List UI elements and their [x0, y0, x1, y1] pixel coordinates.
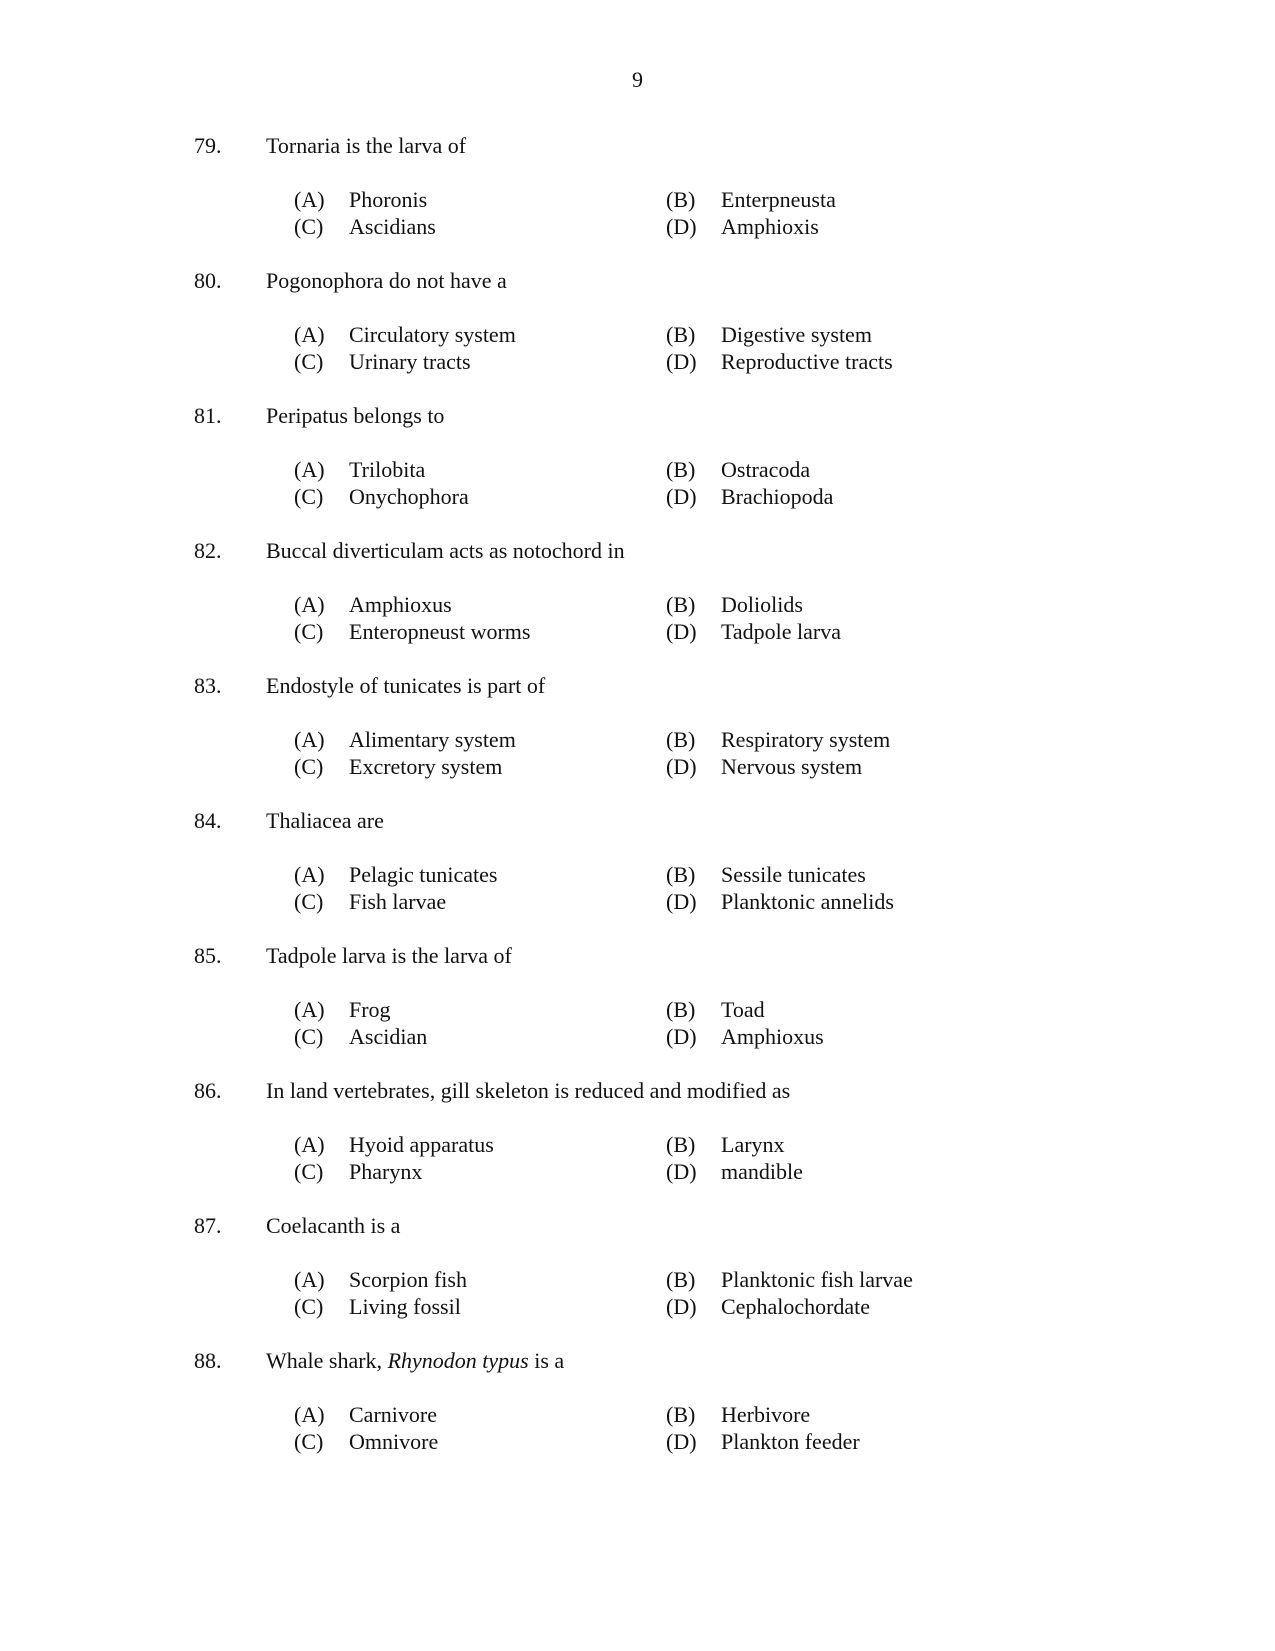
option-text: Circulatory system: [349, 322, 516, 347]
option-text: Urinary tracts: [349, 349, 471, 374]
option-letter: (B): [666, 1267, 696, 1292]
option-text: Cephalochordate: [721, 1294, 871, 1319]
question-number: 80.: [194, 268, 222, 293]
option-letter: (A): [294, 1267, 325, 1292]
option-letter: (C): [294, 754, 324, 779]
option-text: Brachiopoda: [721, 484, 834, 509]
option-letter: (A): [294, 1132, 325, 1157]
option-text: Ascidians: [349, 214, 436, 239]
question-list: [0, 132, 1275, 1482]
page-number: 9: [632, 67, 643, 92]
option-letter: (C): [294, 349, 324, 374]
question-text: Tornaria is the larva of: [266, 133, 467, 158]
option-letter: (B): [666, 862, 696, 887]
question-79: [0, 132, 1275, 267]
question-text: Coelacanth is a: [266, 1213, 401, 1238]
question-number: 79.: [194, 133, 222, 158]
option-letter: (C): [294, 619, 324, 644]
question-87: [0, 1212, 1275, 1347]
option-text: Enteropneust worms: [349, 619, 531, 644]
question-85: [0, 942, 1275, 1077]
option-letter: (C): [294, 1294, 324, 1319]
option-letter: (B): [666, 1132, 696, 1157]
option-letter: (A): [294, 727, 325, 752]
question-text: [266, 1347, 564, 1375]
option-text: Respiratory system: [721, 727, 891, 752]
option-letter: (D): [666, 619, 697, 644]
option-letter: (D): [666, 349, 697, 374]
option-text: Onychophora: [349, 484, 469, 509]
option-letter: (C): [294, 1159, 324, 1184]
option-text: Ascidian: [349, 1024, 428, 1049]
question-84: [0, 807, 1275, 942]
option-letter: (B): [666, 997, 696, 1022]
option-text: Reproductive tracts: [721, 349, 893, 374]
question-81: [0, 402, 1275, 537]
option-text: Planktonic annelids: [721, 889, 894, 914]
option-text: Larynx: [721, 1132, 785, 1157]
question-text: Buccal diverticulam acts as notochord in: [266, 538, 625, 563]
option-text: Ostracoda: [721, 457, 811, 482]
option-text: Pharynx: [349, 1159, 423, 1184]
option-letter: (D): [666, 1294, 697, 1319]
option-text: Pelagic tunicates: [349, 862, 498, 887]
option-letter: (A): [294, 592, 325, 617]
option-text: Amphioxus: [721, 1024, 824, 1049]
option-text: Amphioxus: [349, 592, 452, 617]
question-text: Thaliacea are: [266, 808, 384, 833]
option-letter: (A): [294, 1402, 325, 1427]
option-letter: (A): [294, 322, 325, 347]
option-text: Alimentary system: [349, 727, 516, 752]
option-text: Enterpneusta: [721, 187, 836, 212]
option-letter: (D): [666, 1024, 697, 1049]
question-number: 86.: [194, 1078, 222, 1103]
option-letter: (C): [294, 1024, 324, 1049]
option-letter: (C): [294, 484, 324, 509]
option-text: Hyoid apparatus: [349, 1132, 494, 1157]
option-letter: (B): [666, 187, 696, 212]
question-86: [0, 1077, 1275, 1212]
option-letter: (B): [666, 592, 696, 617]
option-letter: (C): [294, 889, 324, 914]
question-text: In land vertebrates, gill skeleton is reduced and modified as: [266, 1078, 791, 1103]
question-number: 82.: [194, 538, 222, 563]
question-83: [0, 672, 1275, 807]
option-letter: (B): [666, 457, 696, 482]
question-text: Endostyle of tunicates is part of: [266, 673, 546, 698]
option-letter: (D): [666, 1429, 697, 1454]
option-text: Digestive system: [721, 322, 872, 347]
question-text: Pogonophora do not have a: [266, 268, 507, 293]
option-text: Planktonic fish larvae: [721, 1267, 913, 1292]
question-number: 81.: [194, 403, 222, 428]
option-letter: (B): [666, 322, 696, 347]
option-text: Tadpole larva: [721, 619, 842, 644]
option-text: Sessile tunicates: [721, 862, 866, 887]
question-80: [0, 267, 1275, 402]
question-number: 88.: [194, 1348, 222, 1373]
option-letter: (A): [294, 862, 325, 887]
option-letter: (D): [666, 889, 697, 914]
question-number: 87.: [194, 1213, 222, 1238]
question-text-part: Whale shark,: [266, 1348, 388, 1373]
option-letter: (A): [294, 997, 325, 1022]
option-text: Toad: [721, 997, 765, 1022]
option-text: Plankton feeder: [721, 1429, 860, 1454]
option-text: Living fossil: [349, 1294, 461, 1319]
option-text: mandible: [721, 1159, 803, 1184]
option-text: Nervous system: [721, 754, 863, 779]
option-text: Fish larvae: [349, 889, 447, 914]
question-text-part: is a: [528, 1348, 565, 1373]
question-88: [0, 1347, 1275, 1482]
question-text: Peripatus belongs to: [266, 403, 445, 428]
option-letter: (B): [666, 727, 696, 752]
option-letter: (C): [294, 1429, 324, 1454]
option-text: Excretory system: [349, 754, 503, 779]
option-text: Doliolids: [721, 592, 803, 617]
species-name: Rhynodon typus: [387, 1348, 529, 1373]
option-text: Amphioxis: [721, 214, 819, 239]
option-text: Scorpion fish: [349, 1267, 467, 1292]
option-letter: (A): [294, 457, 325, 482]
option-letter: (D): [666, 754, 697, 779]
option-letter: (A): [294, 187, 325, 212]
option-letter: (C): [294, 214, 324, 239]
option-text: Trilobita: [349, 457, 426, 482]
option-text: Herbivore: [721, 1402, 811, 1427]
question-text: Tadpole larva is the larva of: [266, 943, 512, 968]
question-82: [0, 537, 1275, 672]
option-text: Frog: [349, 997, 391, 1022]
question-number: 83.: [194, 673, 222, 698]
question-number: 85.: [194, 943, 222, 968]
option-text: Omnivore: [349, 1429, 439, 1454]
option-letter: (D): [666, 214, 697, 239]
question-number: 84.: [194, 808, 222, 833]
option-letter: (B): [666, 1402, 696, 1427]
option-text: Carnivore: [349, 1402, 437, 1427]
option-letter: (D): [666, 1159, 697, 1184]
option-text: Phoronis: [349, 187, 428, 212]
option-letter: (D): [666, 484, 697, 509]
